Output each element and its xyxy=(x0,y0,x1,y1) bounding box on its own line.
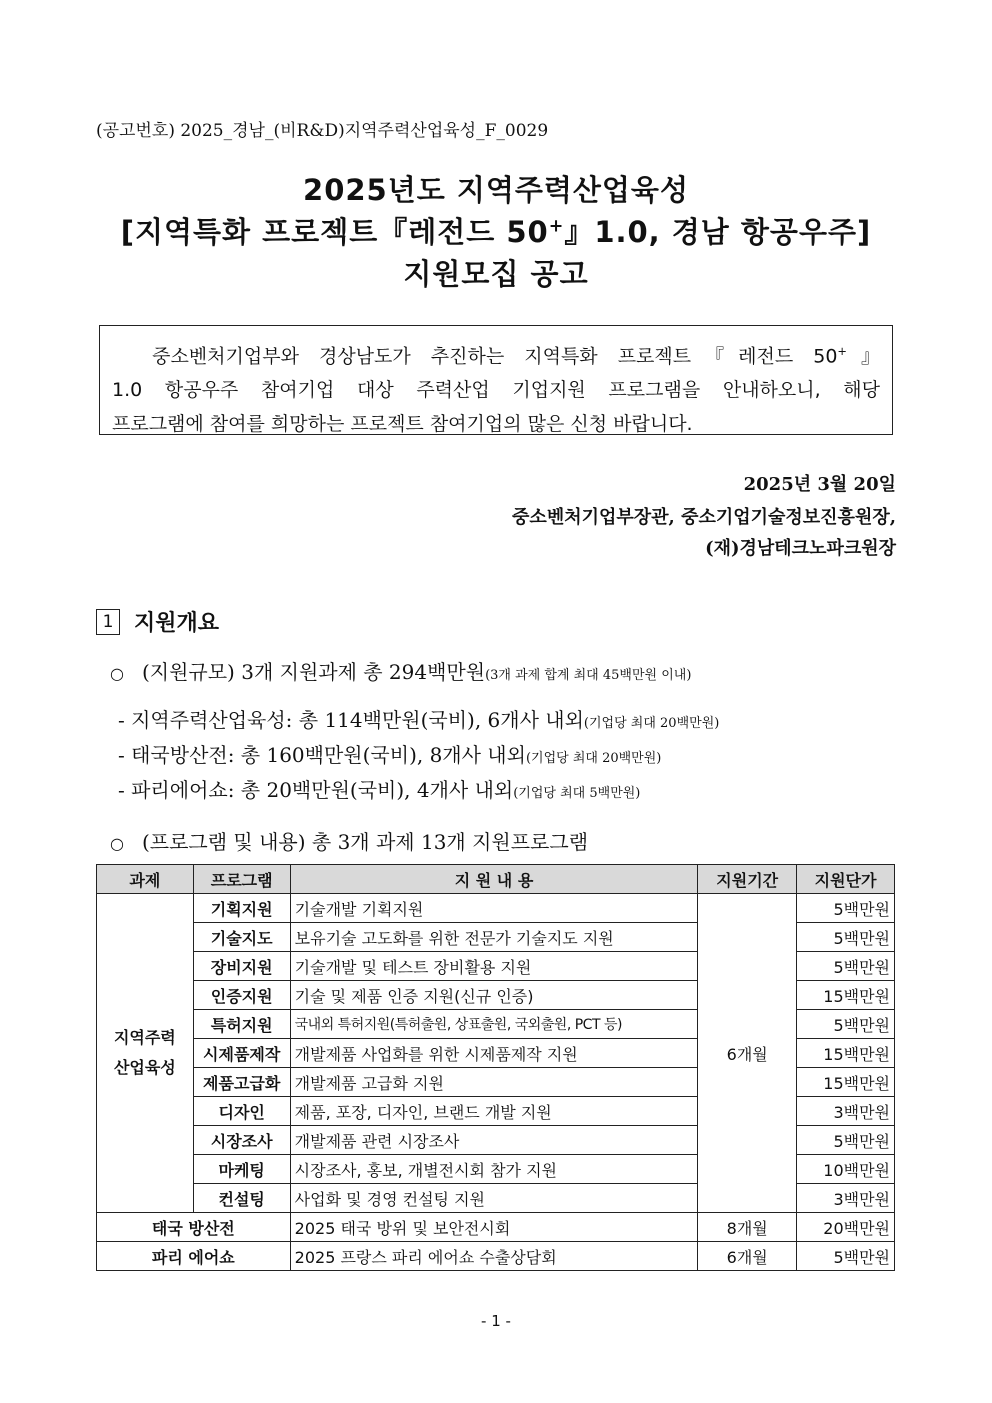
program-table xyxy=(96,864,895,1271)
title-line-2-b: 』1.0, 경남 항공우주] xyxy=(564,215,872,249)
support-scale-line xyxy=(110,656,691,685)
price-cell: 15백만원 xyxy=(797,981,895,1010)
task-cell xyxy=(97,894,194,1213)
program-cell: 컨설팅 xyxy=(193,1184,290,1213)
task-cell: 파리 에어쇼 xyxy=(97,1242,291,1271)
task-line-1: 지역주력 xyxy=(113,1028,176,1047)
program-line xyxy=(110,826,588,855)
title-line-3: 지원모집 공고 xyxy=(403,257,589,291)
table-row xyxy=(97,894,895,923)
support-item xyxy=(118,739,661,768)
section-title: 지원개요 xyxy=(134,611,220,636)
support-item xyxy=(118,774,640,803)
table-row xyxy=(97,1213,895,1242)
program-label: (프로그램 및 내용) xyxy=(141,830,306,854)
content-cell: 2025 프랑스 파리 에어쇼 수출상담회 xyxy=(290,1242,698,1271)
intro-line-1-b: 』 xyxy=(846,345,880,368)
notice-number: (공고번호) 2025_경남_(비R&D)지역주력산업육성_F_0029 xyxy=(96,121,549,141)
table-header-row xyxy=(97,865,895,894)
content-cell: 기술 및 제품 인증 지원(신규 인증) xyxy=(290,981,698,1010)
program-cell: 장비지원 xyxy=(193,952,290,981)
support-item-note: (기업당 최대 5백만원) xyxy=(513,786,641,801)
price-cell: 15백만원 xyxy=(797,1068,895,1097)
intro-line-1 xyxy=(112,334,880,373)
bullet-circle: ○ xyxy=(110,834,124,853)
price-cell: 5백만원 xyxy=(797,1010,895,1039)
header-price: 지원단가 xyxy=(797,865,895,894)
content-cell: 개발제품 사업화를 위한 시제품제작 지원 xyxy=(290,1039,698,1068)
section-heading xyxy=(96,606,219,637)
program-cell: 기획지원 xyxy=(193,894,290,923)
support-item-note: (기업당 최대 20백만원) xyxy=(583,716,720,731)
content-cell: 개발제품 고급화 지원 xyxy=(290,1068,698,1097)
support-item-text: - 파리에어쇼: 총 20백만원(국비), 4개사 내외 xyxy=(118,778,514,802)
support-item-note: (기업당 최대 20백만원) xyxy=(525,751,662,766)
issuer-line-1: 중소벤처기업부장관, 중소기업기술정보진흥원장, xyxy=(512,507,896,528)
price-cell: 3백만원 xyxy=(797,1097,895,1126)
price-cell: 5백만원 xyxy=(797,952,895,981)
intro-line-3: 프로그램에 참여를 희망하는 프로젝트 참여기업의 많은 신청 바랍니다. xyxy=(112,413,693,436)
price-cell: 5백만원 xyxy=(797,1126,895,1155)
title-superscript: + xyxy=(548,216,565,237)
price-cell: 20백만원 xyxy=(797,1213,895,1242)
intro-superscript: + xyxy=(837,344,847,358)
intro-box xyxy=(99,325,893,435)
header-task: 과제 xyxy=(97,865,194,894)
table-row xyxy=(97,1242,895,1271)
intro-line-1-a: 중소벤처기업부와 경상남도가 추진하는 지역특화 프로젝트『레전드 50 xyxy=(152,345,838,368)
program-cell: 특허지원 xyxy=(193,1010,290,1039)
header-program: 프로그램 xyxy=(193,865,290,894)
program-cell: 디자인 xyxy=(193,1097,290,1126)
content-cell: 사업화 및 경영 컨설팅 지원 xyxy=(290,1184,698,1213)
price-cell: 3백만원 xyxy=(797,1184,895,1213)
section-number: 1 xyxy=(96,609,120,635)
price-cell: 5백만원 xyxy=(797,1242,895,1271)
support-scale-text: 3개 지원과제 총 294백만원 xyxy=(234,660,486,684)
program-cell: 마케팅 xyxy=(193,1155,290,1184)
program-cell: 시제품제작 xyxy=(193,1039,290,1068)
content-cell: 기술개발 기획지원 xyxy=(290,894,698,923)
intro-line-2: 1.0 항공우주 참여기업 대상 주력산업 기업지원 프로그램을 안내하오니, 해당 xyxy=(112,379,880,402)
bullet-circle: ○ xyxy=(110,664,124,683)
support-scale-note: (3개 과제 합계 최대 45백만원 이내) xyxy=(485,668,692,683)
period-cell: 6개월 xyxy=(698,894,797,1213)
task-line-2: 산업육성 xyxy=(113,1058,176,1077)
header-period: 지원기간 xyxy=(698,865,797,894)
title-line-2-a: [지역특화 프로젝트『레전드 50 xyxy=(120,215,549,249)
support-item xyxy=(118,704,719,733)
content-cell: 2025 태국 방위 및 보안전시회 xyxy=(290,1213,698,1242)
content-cell: 시장조사, 홍보, 개별전시회 참가 지원 xyxy=(290,1155,698,1184)
program-text: 총 3개 과제 13개 지원프로그램 xyxy=(305,830,589,854)
content-cell: 보유기술 고도화를 위한 전문가 기술지도 지원 xyxy=(290,923,698,952)
period-cell: 8개월 xyxy=(698,1213,797,1242)
price-cell: 10백만원 xyxy=(797,1155,895,1184)
support-item-text: - 태국방산전: 총 160백만원(국비), 8개사 내외 xyxy=(118,743,526,767)
price-cell: 15백만원 xyxy=(797,1039,895,1068)
support-item-text: - 지역주력산업육성: 총 114백만원(국비), 6개사 내외 xyxy=(118,708,584,732)
content-cell: 기술개발 및 테스트 장비활용 지원 xyxy=(290,952,698,981)
support-scale-label: (지원규모) xyxy=(141,660,235,684)
header-content: 지 원 내 용 xyxy=(290,865,698,894)
content-cell: 제품, 포장, 디자인, 브랜드 개발 지원 xyxy=(290,1097,698,1126)
task-cell: 태국 방산전 xyxy=(97,1213,291,1242)
price-cell: 5백만원 xyxy=(797,894,895,923)
title-line-2 xyxy=(0,210,992,251)
program-cell: 시장조사 xyxy=(193,1126,290,1155)
period-cell: 6개월 xyxy=(698,1242,797,1271)
title-line-1: 2025년도 지역주력산업육성 xyxy=(303,173,689,207)
content-cell: 개발제품 관련 시장조사 xyxy=(290,1126,698,1155)
notice-date: 2025년 3월 20일 xyxy=(743,474,896,495)
content-cell: 국내외 특허지원(특허출원, 상표출원, 국외출원, PCT 등) xyxy=(290,1010,698,1039)
issuer-line-2: (재)경남테크노파크원장 xyxy=(705,538,896,559)
price-cell: 5백만원 xyxy=(797,923,895,952)
program-cell: 기술지도 xyxy=(193,923,290,952)
program-cell: 인증지원 xyxy=(193,981,290,1010)
page-number: - 1 - xyxy=(481,1312,511,1330)
program-cell: 제품고급화 xyxy=(193,1068,290,1097)
